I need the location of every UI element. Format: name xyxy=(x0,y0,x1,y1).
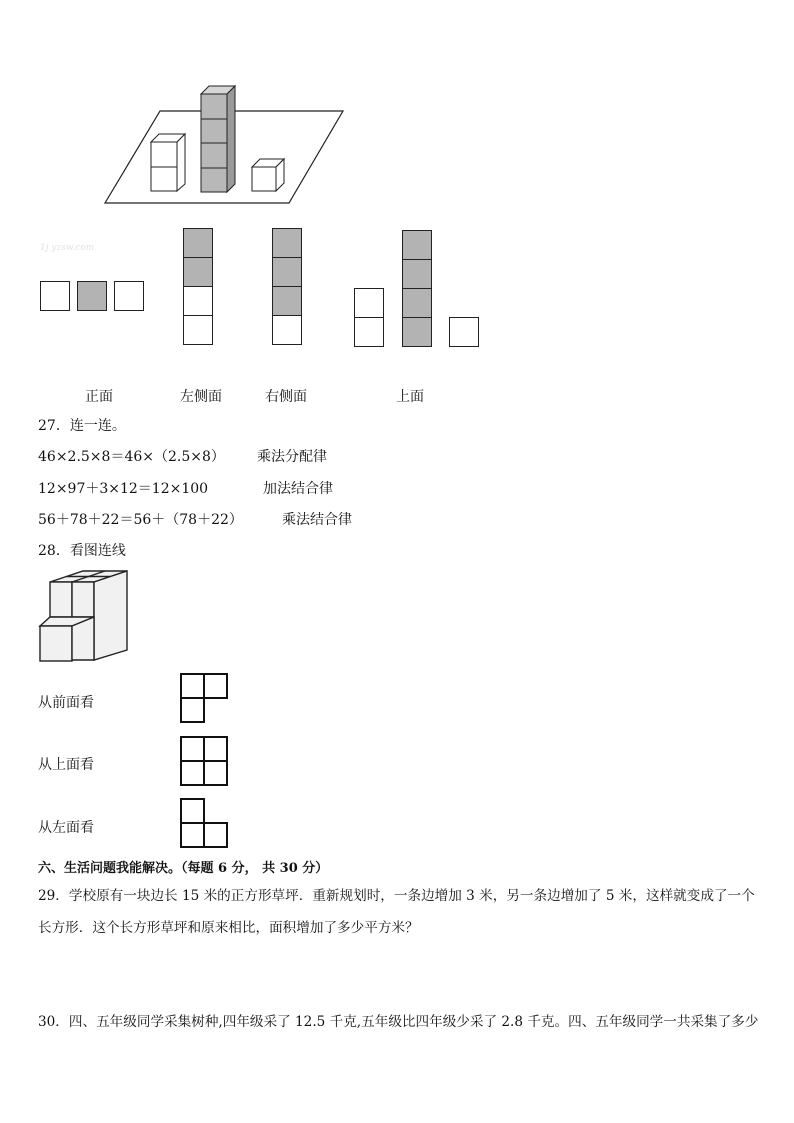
view-option-2 xyxy=(180,736,230,788)
law-2: 加法结合律 xyxy=(263,481,333,497)
equation-2: 12×97＋3×12＝12×100 xyxy=(38,481,209,497)
label-front: 正面 xyxy=(85,389,113,405)
l-shaped-cube-figure xyxy=(0,560,200,670)
view-from-front-label: 从前面看 xyxy=(38,695,94,711)
cell xyxy=(402,288,432,318)
view-from-left-label: 从左面看 xyxy=(38,820,94,836)
cell xyxy=(272,315,302,345)
cube-arrangement-figure xyxy=(0,0,794,215)
cell xyxy=(183,228,213,258)
question-27-title: 27．连一连。 xyxy=(38,418,126,434)
cell xyxy=(272,257,302,287)
cell xyxy=(402,230,432,260)
cell xyxy=(272,286,302,316)
cell xyxy=(114,281,144,311)
cell xyxy=(449,317,479,347)
question-28-title: 28．看图连线 xyxy=(38,543,126,559)
cell xyxy=(272,228,302,258)
cell xyxy=(77,281,107,311)
label-top: 上面 xyxy=(396,389,424,405)
question-29-line-1: 29．学校原有一块边长 15 米的正方形草坪．重新规划时，一条边增加 3 米，另一条边增加了 5 米，这样就变成了一个 xyxy=(38,888,755,904)
cell xyxy=(183,286,213,316)
cell xyxy=(402,259,432,289)
view-option-3 xyxy=(180,798,230,850)
cell xyxy=(40,281,70,311)
cell xyxy=(354,317,384,347)
question-30-line-1: 30．四、五年级同学采集树种,四年级采了 12.5 千克,五年级比四年级少采了 2.8 千克。四、五年级同学一共采集了多少 xyxy=(38,1014,759,1030)
view-from-top-label: 从上面看 xyxy=(38,757,94,773)
equation-3: 56＋78＋22＝56＋（78＋22） xyxy=(38,512,243,528)
law-3: 乘法结合律 xyxy=(282,512,352,528)
cell xyxy=(354,288,384,318)
watermark: 1j yzsw.com xyxy=(40,243,95,253)
question-29-line-2: 长方形．这个长方形草坪和原来相比，面积增加了多少平方米？ xyxy=(38,920,419,936)
label-left-side: 左侧面 xyxy=(180,389,222,405)
section-6-heading: 六、生活问题我能解决。（每题 6 分， 共 30 分） xyxy=(38,861,329,876)
cell xyxy=(183,315,213,345)
cell xyxy=(183,257,213,287)
cell xyxy=(402,317,432,347)
view-option-1 xyxy=(180,673,230,725)
label-right-side: 右侧面 xyxy=(265,389,307,405)
law-1: 乘法分配律 xyxy=(257,449,327,465)
equation-1: 46×2.5×8＝46×（2.5×8） xyxy=(38,449,225,465)
